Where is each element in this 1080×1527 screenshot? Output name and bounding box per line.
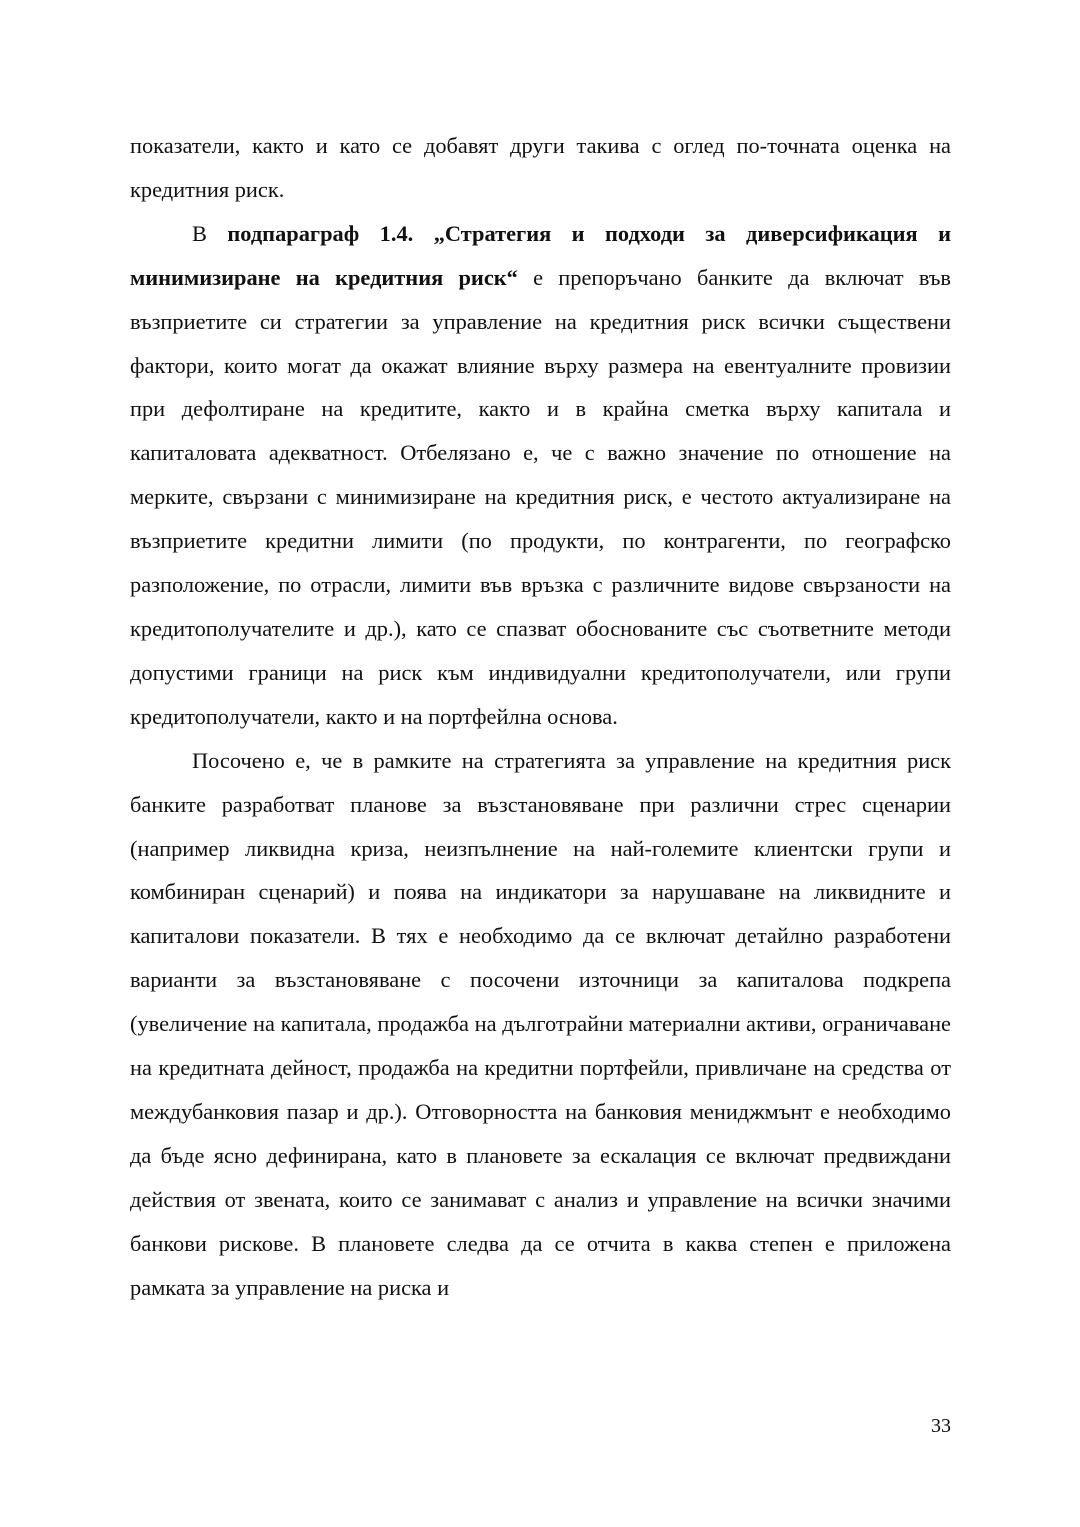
paragraph-recovery-plans [130, 739, 951, 1310]
paragraph-lead: В [192, 220, 228, 246]
subparagraph-heading: подпараграф 1.4. „Стратегия и подходи за диверсификация и минимизиране на кредитния риск“ [130, 220, 951, 290]
paragraph-continued [130, 124, 951, 212]
page-body [130, 124, 951, 1309]
page-number: 33 [931, 1415, 951, 1437]
paragraph-text: показатели, както и като се добавят други такива с оглед по-точната оценка на кредитния риск. [130, 133, 951, 202]
paragraph-text: е препоръчано банките да включат във възприетите си стратегии за управление на кредитния риск всички съществени фактори, които могат да окажат влияние върху размера на евентуалните провизии при дефолтиране на кредитите, както и в крайна сметка върху капитала и капиталовата адекватност. Отбелязано е, че с важно значение по отношение на мерките, свързани с минимизиране на кредитния риск, е честото актуализиране на възприетите кредитни лимити (по продукти, по контрагенти, по географско разположение, по отрасли, лимити във връзка с различните видове свързаности на кредитополучателите и др.), като се спазват обоснованите със съответните методи допустими граници на риск към индивидуални кредитополучатели, или групи кредитополучатели, както и на портфейлна основа. [130, 264, 952, 729]
paragraph-subparagraph-1-4 [130, 212, 951, 739]
paragraph-text: Посочено е, че в рамките на стратегията за управление на кредитния риск банките разработват планове за възстановяване при различни стрес сценарии (например ликвидна криза, неизпълнение на най-големите клиентски групи и комбиниран сценарий) и поява на индикатори за нарушаване на ликвидните и капиталови показатели. В тях е необходимо да се включат детайлно разработени варианти за възстановяване с посочени източници за капиталова подкрепа (увеличение на капитала, продажба на дълготрайни материални активи, ограничаване на кредитната дейност, продажба на кредитни портфейли, привличане на средства от междубанковия пазар и др.). Отговорността на банковия мениджмънт е необходимо да бъде ясно дефинирана, като в плановете за ескалация се включат предвиждани действия от звената, които се занимават с анализ и управление на всички значими банкови рискове. В плановете следва да се отчита в каква степен е приложена рамката за управление на риска и [130, 747, 951, 1300]
